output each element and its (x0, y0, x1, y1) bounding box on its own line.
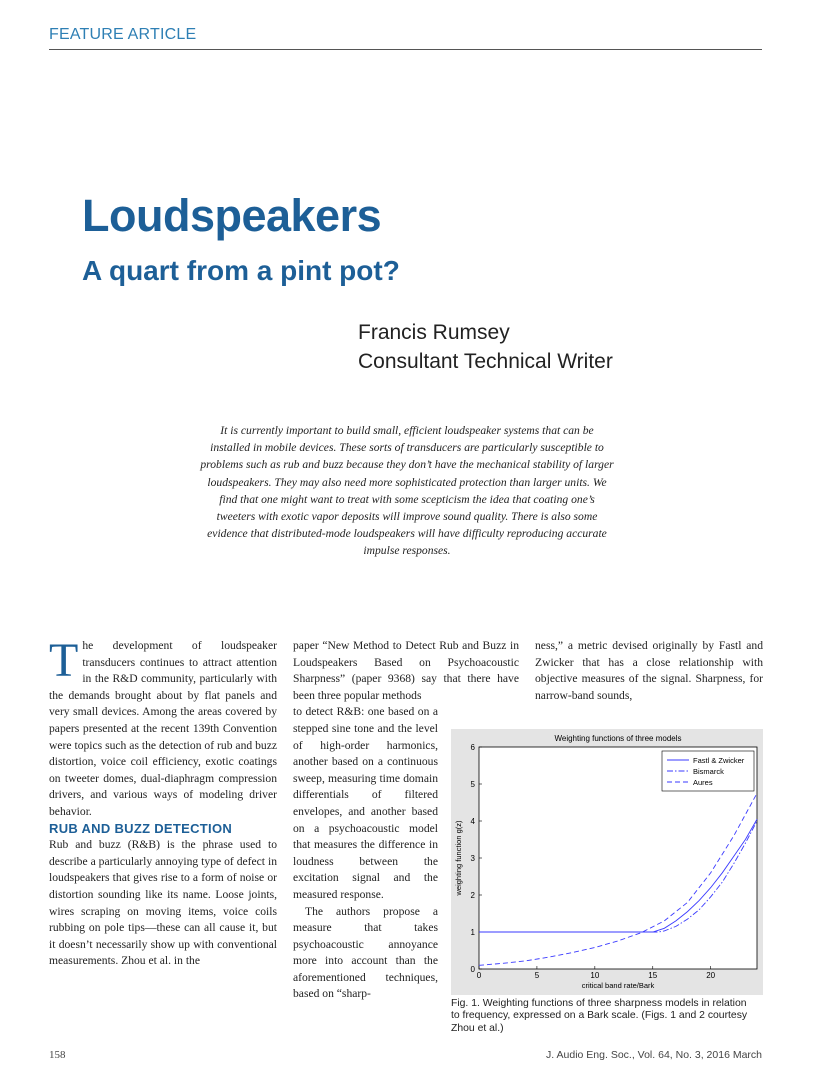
x-tick-label: 15 (648, 971, 658, 980)
y-tick-label: 4 (470, 817, 475, 826)
legend-label: Bismarck (693, 767, 724, 776)
abstract: It is currently important to build small, efficient loudspeaker systems that can be installed in mobile devices. These sorts of transducers are particularly susceptible to problems such as rub and buzz because they don’t have the mechanical stability of larger loudspeakers. They may also need more sophisticated protection than larger units. We find that one might want to treat with some scepticism the idea that coating one’s tweeters with exotic vapor deposits will improve sound quality. There is also some evidence that distributed-mode loudspeakers will have difficulty reproducing accurate impulse responses. (200, 424, 614, 558)
y-axis-label: weighting function g(z) (454, 820, 463, 896)
paragraph-col2-bottom: The authors propose a measure that takes psychoacoustic annoyance more into account than the aforementioned techniques, based on “sharp- (293, 904, 438, 1001)
header-rule (49, 49, 762, 50)
chart-title: Weighting functions of three models (554, 734, 682, 743)
figure-caption: Fig. 1. Weighting functions of three sharpness models in relation to frequency, expressed on a Bark scale. (Figs. 1 and 2 courtesy Zhou et al.) (451, 998, 748, 1034)
article-subtitle: A quart from a pint pot? (82, 255, 400, 286)
author-role: Consultant Technical Writer (358, 350, 613, 373)
y-tick-label: 5 (470, 780, 475, 789)
figure-1 (451, 729, 763, 995)
article-title: Loudspeakers (82, 190, 382, 241)
author-name: Francis Rumsey (358, 321, 510, 344)
x-axis-label: critical band rate/Bark (581, 981, 655, 990)
y-tick-label: 1 (470, 928, 475, 937)
paragraph-col2-top: paper “New Method to Detect Rub and Buzz in Loudspeakers Based on Psychoacoustic Sharpness” (paper 9368) say that there have been three popular methods (293, 639, 519, 702)
intro-paragraph (49, 634, 277, 821)
page-number: 158 (49, 1049, 66, 1061)
x-tick-label: 5 (534, 971, 540, 980)
legend-label: Aures (693, 778, 713, 787)
weighting-chart (451, 729, 763, 995)
y-tick-label: 6 (470, 743, 475, 752)
author-block (358, 318, 613, 376)
column-1 (49, 634, 277, 970)
x-tick-label: 0 (476, 971, 482, 980)
paragraph-col3: ness,” a metric devised originally by Fastl and Zwicker that has a close relationship with objective measures of the signal. Sharpness, for narrow-band sounds, (535, 639, 763, 702)
intro-text: he development of loudspeaker transducers continues to attract attention in the R&D community, particularly with the demands brought about by flat panels and very small devices. Among the areas covered by papers presented at the recent 139th Convention were topics such as the detection of rub and buzz distortion, voice coil efficiency, exotic coatings on tweeter domes, dual-diaphragm compression drivers, and various ways of modeling driver behavior. (49, 639, 277, 818)
y-tick-label: 3 (470, 854, 475, 863)
section-label: FEATURE ARTICLE (49, 26, 197, 43)
journal-citation: J. Audio Eng. Soc., Vol. 64, No. 3, 2016 March (546, 1049, 762, 1061)
paragraph-rub-buzz: Rub and buzz (R&B) is the phrase used to describe a particularly annoying type of defect in loudspeakers that gives rise to a form of noise or distortion sounding like its name. Loose joints, wires scraping on moving items, voice coils rubbing on pole tips—these can all cause it, but it doesn’t necessarily show up with conventional measurements. Zhou et al. in the (49, 838, 277, 968)
drop-cap: T (49, 634, 79, 687)
y-tick-label: 2 (470, 891, 475, 900)
y-tick-label: 0 (470, 965, 475, 974)
section-heading: RUB AND BUZZ DETECTION (49, 820, 233, 836)
legend-label: Fastl & Zwicker (693, 756, 745, 765)
x-tick-label: 10 (590, 971, 600, 980)
x-tick-label: 20 (706, 971, 716, 980)
paragraph-col2-mid: to detect R&B: one based on a stepped sine tone and the level of high-order harmonics, another based on a continuous sweep, measuring time domain differentials of filtered envelopes, and another based on a psychoacoustic model that measures the difference in loudness between the excitation signal and the measured response. (293, 705, 438, 901)
column-3 (535, 638, 763, 704)
